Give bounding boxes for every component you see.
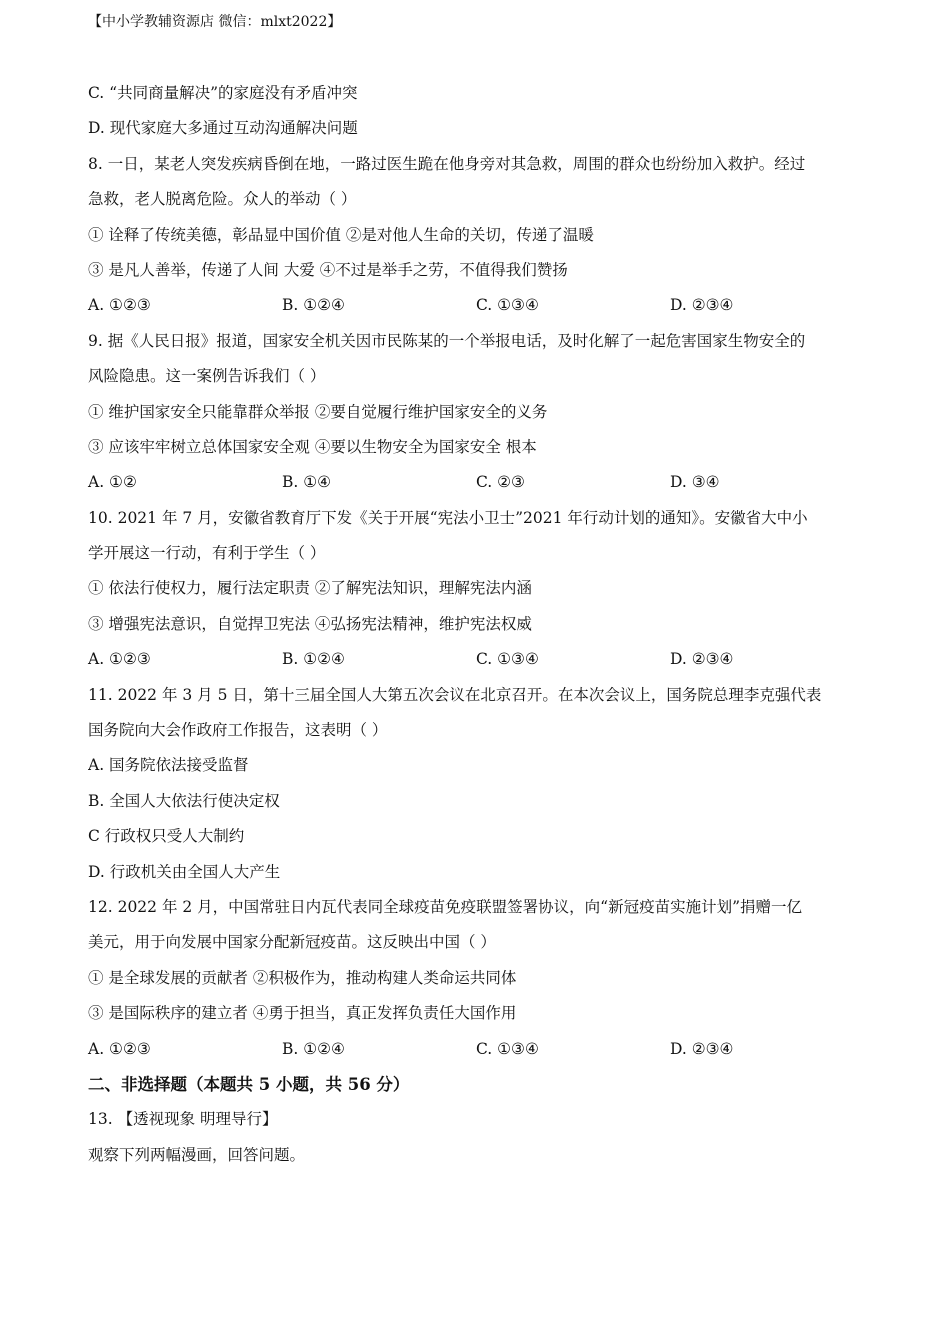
q8-option-c: C. ①③④ [476,296,539,315]
q11-option-d: D. 行政机关由全国人大产生 [88,862,281,881]
q10-option-c: C. ①③④ [476,650,539,669]
q9-options [88,465,868,500]
q11-option-a: A. 国务院依法接受监督 [88,756,249,775]
q11-option-b: B. 全国人大依法行使决定权 [88,791,280,810]
q10-item-line-1: ① 依法行使权力，履行法定职责 ②了解宪法知识，理解宪法内涵 [88,579,532,598]
q8-option-d: D. ②③④ [670,296,734,315]
q8-option-a: A. ①②③ [88,296,151,315]
q11-stem-line-2: 国务院向大会作政府工作报告，这表明（ ） [88,721,388,740]
q10-option-a: A. ①②③ [88,650,151,669]
q10-item-line-2: ③ 增强宪法意识，自觉捍卫宪法 ④弘扬宪法精神，维护宪法权威 [88,614,532,633]
q12-option-d: D. ②③④ [670,1039,734,1058]
q9-option-b: B. ①④ [282,473,332,492]
q9-item-line-1: ① 维护国家安全只能靠群众举报 ②要自觉履行维护国家安全的义务 [88,402,548,421]
q12-options [88,1032,868,1067]
section-2-title: 二、非选择题（本题共 5 小题，共 56 分） [88,1074,410,1094]
q8-option-b: B. ①②④ [282,296,345,315]
document-body [88,76,868,1173]
q9-option-a: A. ①② [88,473,137,492]
q12-item-line-1: ① 是全球发展的贡献者 ②积极作为，推动构建人类命运共同体 [88,968,517,987]
q13-instruction: 观察下列两幅漫画，回答问题。 [88,1145,306,1164]
q12-item-line-2: ③ 是国际秩序的建立者 ④勇于担当，真正发挥负责任大国作用 [88,1004,517,1023]
page-header: 【中小学教辅资源店 微信：mlxt2022】 [88,14,342,30]
q10-options [88,642,868,677]
q12-option-b: B. ①②④ [282,1039,345,1058]
q9-stem-line-1: 9. 据《人民日报》报道，国家安全机关因市民陈某的一个举报电话，及时化解了一起危害国家生物安全的 [88,331,806,350]
q8-stem-line-1: 8. 一日，某老人突发疾病昏倒在地，一路过医生跪在他身旁对其急救，周围的群众也纷纷加入救护。经过 [88,154,806,173]
q10-option-b: B. ①②④ [282,650,345,669]
q10-stem-line-1: 10. 2021 年 7 月，安徽省教育厅下发《关于开展“宪法小卫士”2021 年行动计划的通知》。安徽省大中小 [88,508,808,527]
q9-stem-line-2: 风险隐患。这一案例告诉我们（ ） [88,367,326,386]
q9-option-d: D. ③④ [670,473,720,492]
q12-stem-line-2: 美元，用于向发展中国家分配新冠疫苗。这反映出中国（ ） [88,933,496,952]
q11-option-c: C 行政权只受人大制约 [88,827,245,846]
q8-item-line-2: ③ 是凡人善举，传递了人间 大爱 ④不过是举手之劳，不值得我们赞扬 [88,260,568,279]
q12-option-c: C. ①③④ [476,1039,539,1058]
q8-stem-line-2: 急救，老人脱离危险。众人的举动（ ） [88,190,357,209]
prev-option-c: C. “共同商量解决”的家庭没有矛盾冲突 [88,84,358,102]
q9-option-c: C. ②③ [476,473,525,492]
q10-option-d: D. ②③④ [670,650,734,669]
q13-title: 13. 【透视现象 明理导行】 [88,1110,278,1129]
q10-stem-line-2: 学开展这一行动，有利于学生（ ） [88,544,326,563]
q11-stem-line-1: 11. 2022 年 3 月 5 日，第十三届全国人大第五次会议在北京召开。在本次会议上，国务院总理李克强代表 [88,685,822,704]
q12-stem-line-1: 12. 2022 年 2 月，中国常驻日内瓦代表同全球疫苗免疫联盟签署协议，向“新冠疫苗实施计划”捐赠一亿 [88,897,803,916]
q9-item-line-2: ③ 应该牢牢树立总体国家安全观 ④要以生物安全为国家安全 根本 [88,437,537,456]
prev-option-d: D. 现代家庭大多通过互动沟通解决问题 [88,119,358,138]
q8-options [88,288,868,323]
q8-item-line-1: ① 诠释了传统美德，彰品显中国价值 ②是对他人生命的关切，传递了温暖 [88,225,594,244]
q12-option-a: A. ①②③ [88,1039,151,1058]
